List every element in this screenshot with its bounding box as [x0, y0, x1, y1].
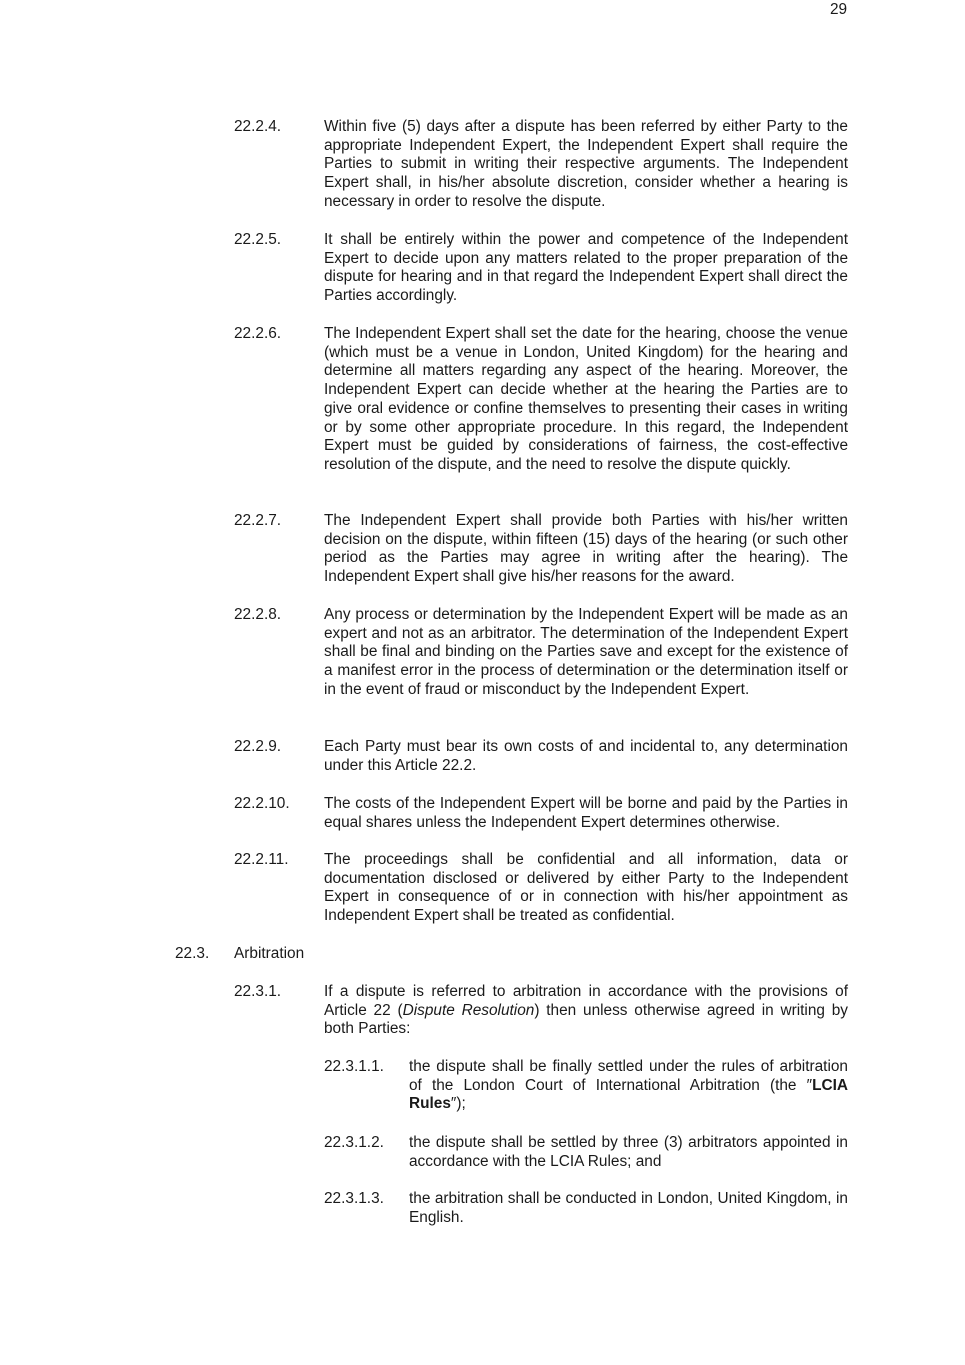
clause-22-2-10 [234, 795, 848, 832]
clause-text: Each Party must bear its own costs of and incidental to, any determination under this Article 22.2. [324, 738, 848, 774]
clause-text-part: If a dispute is referred to arbitration in accordance with the provisions of Article 22 ( [324, 983, 848, 1019]
section-title: Arbitration [234, 945, 305, 962]
clause-number: 22.2.9. [234, 738, 282, 755]
clause-22-2-6 [234, 325, 848, 475]
sub-clause-number: 22.3.1.1. [324, 1058, 384, 1075]
clause-22-2-9 [234, 738, 848, 775]
clause-text: It shall be entirely within the power and competence of the Independent Expert to decide upon any matters related to the proper preparation of the dispute for hearing and in that regard the Independent Expert shall direct the Parties accordingly. [324, 231, 848, 305]
clause-text: The Independent Expert shall provide both Parties with his/her written decision on the dispute, within fifteen (15) days of the hearing (or such other period as the Parties may agree in writing after the hearing). The Independent Expert shall give his/her reasons for the award. [324, 512, 848, 586]
sub-clause-text: the dispute shall be settled by three (3) arbitrators appointed in accordance with the LCIA Rules; and [409, 1134, 848, 1170]
page-number: 29 [830, 1, 848, 18]
defined-term: LCIA Rules [409, 1076, 848, 1113]
clause-22-3-1 [234, 983, 848, 1039]
clause-number: 22.2.10. [234, 795, 290, 812]
clause-number: 22.2.8. [234, 606, 282, 623]
sub-clause-22-3-1-2 [324, 1134, 848, 1171]
clause-number: 22.3.1. [234, 983, 282, 1000]
clause-22-2-11 [234, 851, 848, 926]
sub-clause-number: 22.3.1.3. [324, 1190, 384, 1207]
clause-text-italic: Dispute Resolution [402, 1001, 535, 1019]
sub-clause-text-part: the dispute shall be finally settled under the rules of arbitration of the London Court of International Arbitration (the ″ [409, 1058, 848, 1094]
section-number: 22.3. [175, 945, 210, 962]
clause-text: Within five (5) days after a dispute has been referred by either Party to the appropriate Independent Expert, the Independent Expert shall require the Parties to submit in writing their respective arguments. The Independent Expert shall, in his/her absolute discretion, consider whether a hearing is necessary in order to resolve the dispute. [324, 118, 848, 210]
clause-22-2-7 [234, 512, 848, 587]
clause-text: The costs of the Independent Expert will be borne and paid by the Parties in equal shares unless the Independent Expert determines otherwise. [324, 795, 848, 831]
clause-22-2-4 [234, 118, 848, 212]
sub-clause-text: the arbitration shall be conducted in London, United Kingdom, in English. [409, 1190, 848, 1226]
clause-text: Any process or determination by the Independent Expert will be made as an expert and not as an arbitrator. The determination of the Independent Expert shall be final and binding on the Parties save and except for the existence of a manifest error in the process of determination or the determination itself or in the event of fraud or misconduct by the Independent Expert. [324, 606, 848, 698]
clause-text [324, 983, 848, 1039]
clause-text: The Independent Expert shall set the date for the hearing, choose the venue (which must be a venue in London, United Kingdom) for the hearing and determine all matters regarding any aspect of the hearing. Moreover, the Independent Expert can decide whether at the hearing the Parties are to give oral evidence or confine themselves to presenting their cases in writing or by some other appropriate procedure. In this regard, the Independent Expert must be guided by considerations of fairness, the cost-effective resolution of the dispute, and the need to resolve the dispute quickly. [324, 325, 848, 473]
clause-number: 22.2.6. [234, 325, 282, 342]
clause-text-part: ) then unless otherwise agreed in writing by both Parties: [324, 1001, 849, 1038]
sub-clause-text [409, 1058, 848, 1114]
clause-22-2-8 [234, 606, 848, 700]
clause-number: 22.2.7. [234, 512, 282, 529]
sub-clause-22-3-1-1 [324, 1058, 848, 1114]
clause-text: The proceedings shall be confidential and all information, data or documentation disclosed or delivered by either Party to the Independent Expert in consequence of or in connection with his/her appointment as Independent Expert shall be treated as confidential. [324, 851, 848, 925]
sub-clause-text-part: ″); [450, 1095, 466, 1113]
clause-22-2-5 [234, 231, 848, 306]
sub-clause-number: 22.3.1.2. [324, 1134, 384, 1151]
clause-number: 22.2.4. [234, 118, 282, 135]
clause-number: 22.2.5. [234, 231, 282, 248]
clause-number: 22.2.11. [234, 851, 289, 868]
sub-clause-22-3-1-3 [324, 1190, 848, 1227]
